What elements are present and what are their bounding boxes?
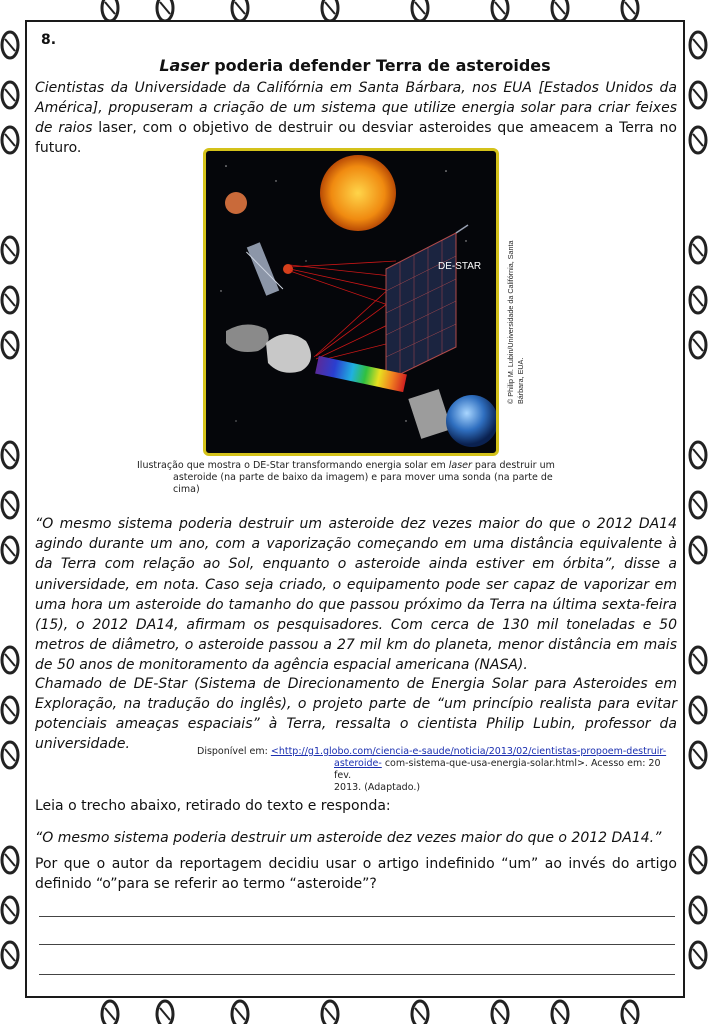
intro-plain: laser, com o objetivo de destruir ou desviar asteroides que ameacem a Terra no futuro. [35,120,677,156]
intro-italic: Cientistas da Universidade da Califórnia em Santa Bárbara, nos EUA [Estados Unidos da América], propuseram a criação de um sistema que utilize energia solar para criar feixes de raios [35,80,677,136]
de-star-array [386,225,468,381]
title-italic: Laser [159,56,209,75]
read-quote: “O mesmo sistema poderia destruir um asteroide dez vezes maior do que o 2012 DA14.” [35,830,662,846]
read-instruction: Leia o trecho abaixo, retirado do texto e responda: [35,798,391,814]
title-rest: poderia defender Terra de asteroides [208,56,551,75]
earth [446,395,496,447]
source-prefix: Disponível em: [197,746,271,757]
illustration-scene [206,151,496,453]
source-link-cont[interactable]: asteroide- [334,758,382,769]
figure-caption [137,460,557,496]
source-line3: 2013. (Adaptado.) [334,782,421,793]
asteroid-rocks [226,324,311,372]
answer-line-1[interactable] [39,916,675,917]
mars [225,192,247,214]
caption-text: Ilustração que mostra o DE-Star transformando energia solar em [137,460,449,471]
photo-credit [505,160,533,408]
caption-line2: asteroide (na parte de baixo da imagem) e para mover uma sonda (na parte de [173,472,553,483]
question-text: Por que o autor da reportagem decidiu usar o artigo indefinido “um” ao invés do artigo definido “o”para se referir ao termo “asteroide”? [35,856,677,892]
caption-line3: cima) [173,484,200,495]
border-right-motifs [690,32,706,968]
answer-line-2[interactable] [39,944,675,945]
answer-line-3[interactable] [39,974,675,975]
de-star-illustration [203,148,499,456]
intro-paragraph [35,78,677,158]
source-line2 [197,758,667,782]
asteroid-closeup [408,389,451,439]
source-citation [197,746,667,794]
source-link[interactable]: <http://g1.globo.com/ciencia-e-saude/noticia/2013/02/cientistas-propoem-destruir- [270,746,667,757]
border-left-motifs [2,32,18,968]
question-number: 8. [41,32,57,48]
de-star-label: DE-STAR [438,261,482,272]
quote-paragraph: “O mesmo sistema poderia destruir um asteroide dez vezes maior do que o 2012 DA14 agindo durante um ano, com a vaporização começando em uma distância equivalente à da Terra com relação ao Sol, enquanto o asteroide ainda estiver em órbita”, disse a universidade, em nota. Caso seja criado, o equipamento pode ser capaz de vaporizar em uma hora um asteroide do tamanho do que passou próximo da Terra na última sexta-feira (15), o 2012 DA14, afirmam os pesquisadores. Com cerca de 130 mil toneladas e 50 metros de diâmetro, o asteroide passou a 27 mil km do planeta, menor distância em mais de 50 anos de monitoramento da agência espacial americana (NASA). [35,516,677,674]
photo-credit-line2: Bárbara, EUA. [516,357,525,404]
caption-italic: laser [448,460,472,471]
source-rest: com-sistema-que-usa-energia-solar.html>. Acesso em: 20 fev. [334,758,661,781]
photo-credit-line1: © Philip M. Lubin/Universidade da Califórnia, Santa [506,240,515,404]
caption-line1 [137,460,557,472]
border-top-motifs [102,0,638,21]
caption-text: para destruir um [471,460,555,471]
probe [246,242,293,296]
source-line1 [197,746,667,758]
quote-paragraph-2: Chamado de DE-Star (Sistema de Direcionamento de Energia Solar para Asteroides em Exploração, na tradução do inglês), o projeto parte de “um princípio realista para evitar potenciais ameaças espaciais” à Terra, ressalta o cientista Philip Lubin, professor da universidade. [35,676,677,752]
border-bottom-motifs [102,1001,638,1024]
sun [320,155,396,231]
article-title [27,56,683,75]
worksheet [25,20,685,998]
